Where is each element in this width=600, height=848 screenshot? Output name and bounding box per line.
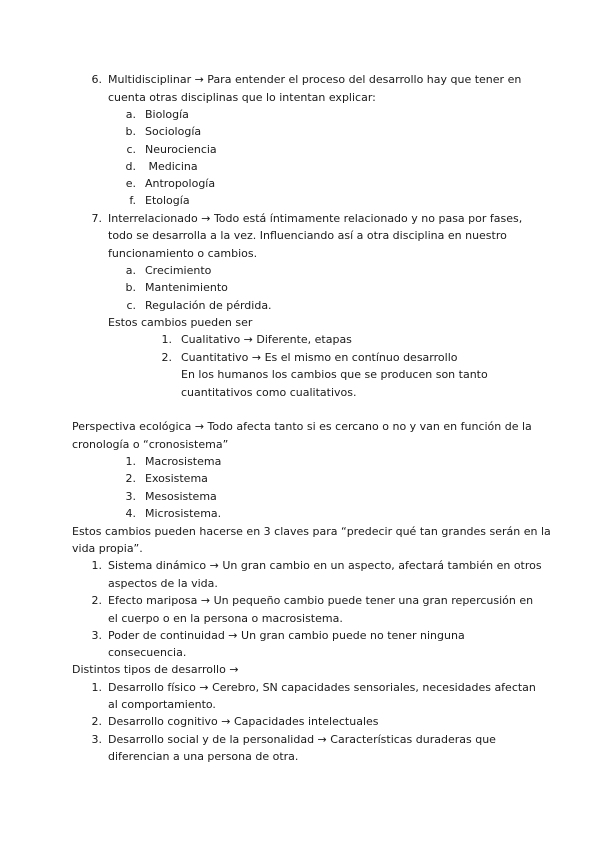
list-marker: 2. <box>161 351 172 364</box>
list-item: diferencian a una persona de otra. <box>108 750 299 763</box>
list-item: Desarrollo social y de la personalidad → Características duraderas que <box>108 733 496 746</box>
list-item: Crecimiento <box>145 264 212 277</box>
list-item: Macrosistema <box>145 455 222 468</box>
list-item: Desarrollo físico → Cerebro, SN capacidades sensoriales, necesidades afectan <box>108 681 536 694</box>
list-item: Sistema dinámico → Un gran cambio en un aspecto, afectará también en otros <box>108 559 542 572</box>
item6-line-2: cuenta otras disciplinas que lo intentan explicar: <box>108 91 376 104</box>
list-item: Sociología <box>145 125 202 138</box>
list-item: Mantenimiento <box>145 281 228 294</box>
note-line-2: cuantitativos como cualitativos. <box>181 386 357 399</box>
list-item: el cuerpo o en la persona o macrosistema. <box>108 612 343 625</box>
list-marker: 1. <box>161 333 172 346</box>
list-marker: 1. <box>91 559 102 572</box>
list-item: al comportamiento. <box>108 698 216 711</box>
list-marker: b. <box>125 281 136 294</box>
list-marker: 7. <box>91 212 102 225</box>
claves-line-2: vida propia”. <box>72 542 143 555</box>
list-item: Antropología <box>145 177 216 190</box>
list-marker: e. <box>125 177 136 190</box>
list-item: consecuencia. <box>108 646 187 659</box>
list-marker: 3. <box>125 490 136 503</box>
list-marker: 2. <box>91 594 102 607</box>
list-marker: 2. <box>91 715 102 728</box>
list-item: Medicina <box>145 160 198 173</box>
list-item: Desarrollo cognitivo → Capacidades intelectuales <box>108 715 379 728</box>
list-item: Biología <box>145 108 189 121</box>
list-item: Mesosistema <box>145 490 217 503</box>
list-item: Etología <box>145 194 190 207</box>
list-marker: d. <box>125 160 136 173</box>
list-marker: a. <box>125 264 136 277</box>
list-marker: f. <box>129 194 136 207</box>
list-item: Regulación de pérdida. <box>145 299 272 312</box>
list-item: aspectos de la vida. <box>108 577 218 590</box>
list-item: Cualitativo → Diferente, etapas <box>181 333 352 346</box>
list-marker: 2. <box>125 472 136 485</box>
list-item: Efecto mariposa → Un pequeño cambio puede tener una gran repercusión en <box>108 594 534 607</box>
item7-line-3: funcionamiento o cambios. <box>108 247 258 260</box>
list-item: Exosistema <box>145 472 208 485</box>
list-item: Neurociencia <box>145 143 217 156</box>
list-marker: 1. <box>91 681 102 694</box>
cambios-intro: Estos cambios pueden ser <box>108 316 253 329</box>
list-marker: c. <box>126 143 136 156</box>
list-marker: 6. <box>91 73 102 86</box>
item7-line-2: todo se desarrolla a la vez. Influenciando así a otra disciplina en nuestro <box>108 229 507 242</box>
tipos-title: Distintos tipos de desarrollo → <box>72 663 239 676</box>
list-marker: c. <box>126 299 136 312</box>
list-marker: b. <box>125 125 136 138</box>
item6-line-1: Multidisciplinar → Para entender el proceso del desarrollo hay que tener en <box>108 73 522 86</box>
list-item: Cuantitativo → Es el mismo en contínuo desarrollo <box>181 351 458 364</box>
list-marker: 4. <box>125 507 136 520</box>
ecologica-line-2: cronología o “cronosistema” <box>72 438 229 451</box>
list-marker: a. <box>125 108 136 121</box>
item7-line-1: Interrelacionado → Todo está íntimamente relacionado y no pasa por fases, <box>108 212 523 225</box>
note-line-1: En los humanos los cambios que se producen son tanto <box>181 368 488 381</box>
list-marker: 3. <box>91 733 102 746</box>
list-item: Microsistema. <box>145 507 222 520</box>
list-item: Poder de continuidad → Un gran cambio puede no tener ninguna <box>108 629 465 642</box>
list-marker: 3. <box>91 629 102 642</box>
claves-line-1: Estos cambios pueden hacerse en 3 claves para “predecir qué tan grandes serán en la <box>72 525 551 538</box>
list-marker: 1. <box>125 455 136 468</box>
ecologica-line-1: Perspectiva ecológica → Todo afecta tanto si es cercano o no y van en función de la <box>72 420 532 433</box>
